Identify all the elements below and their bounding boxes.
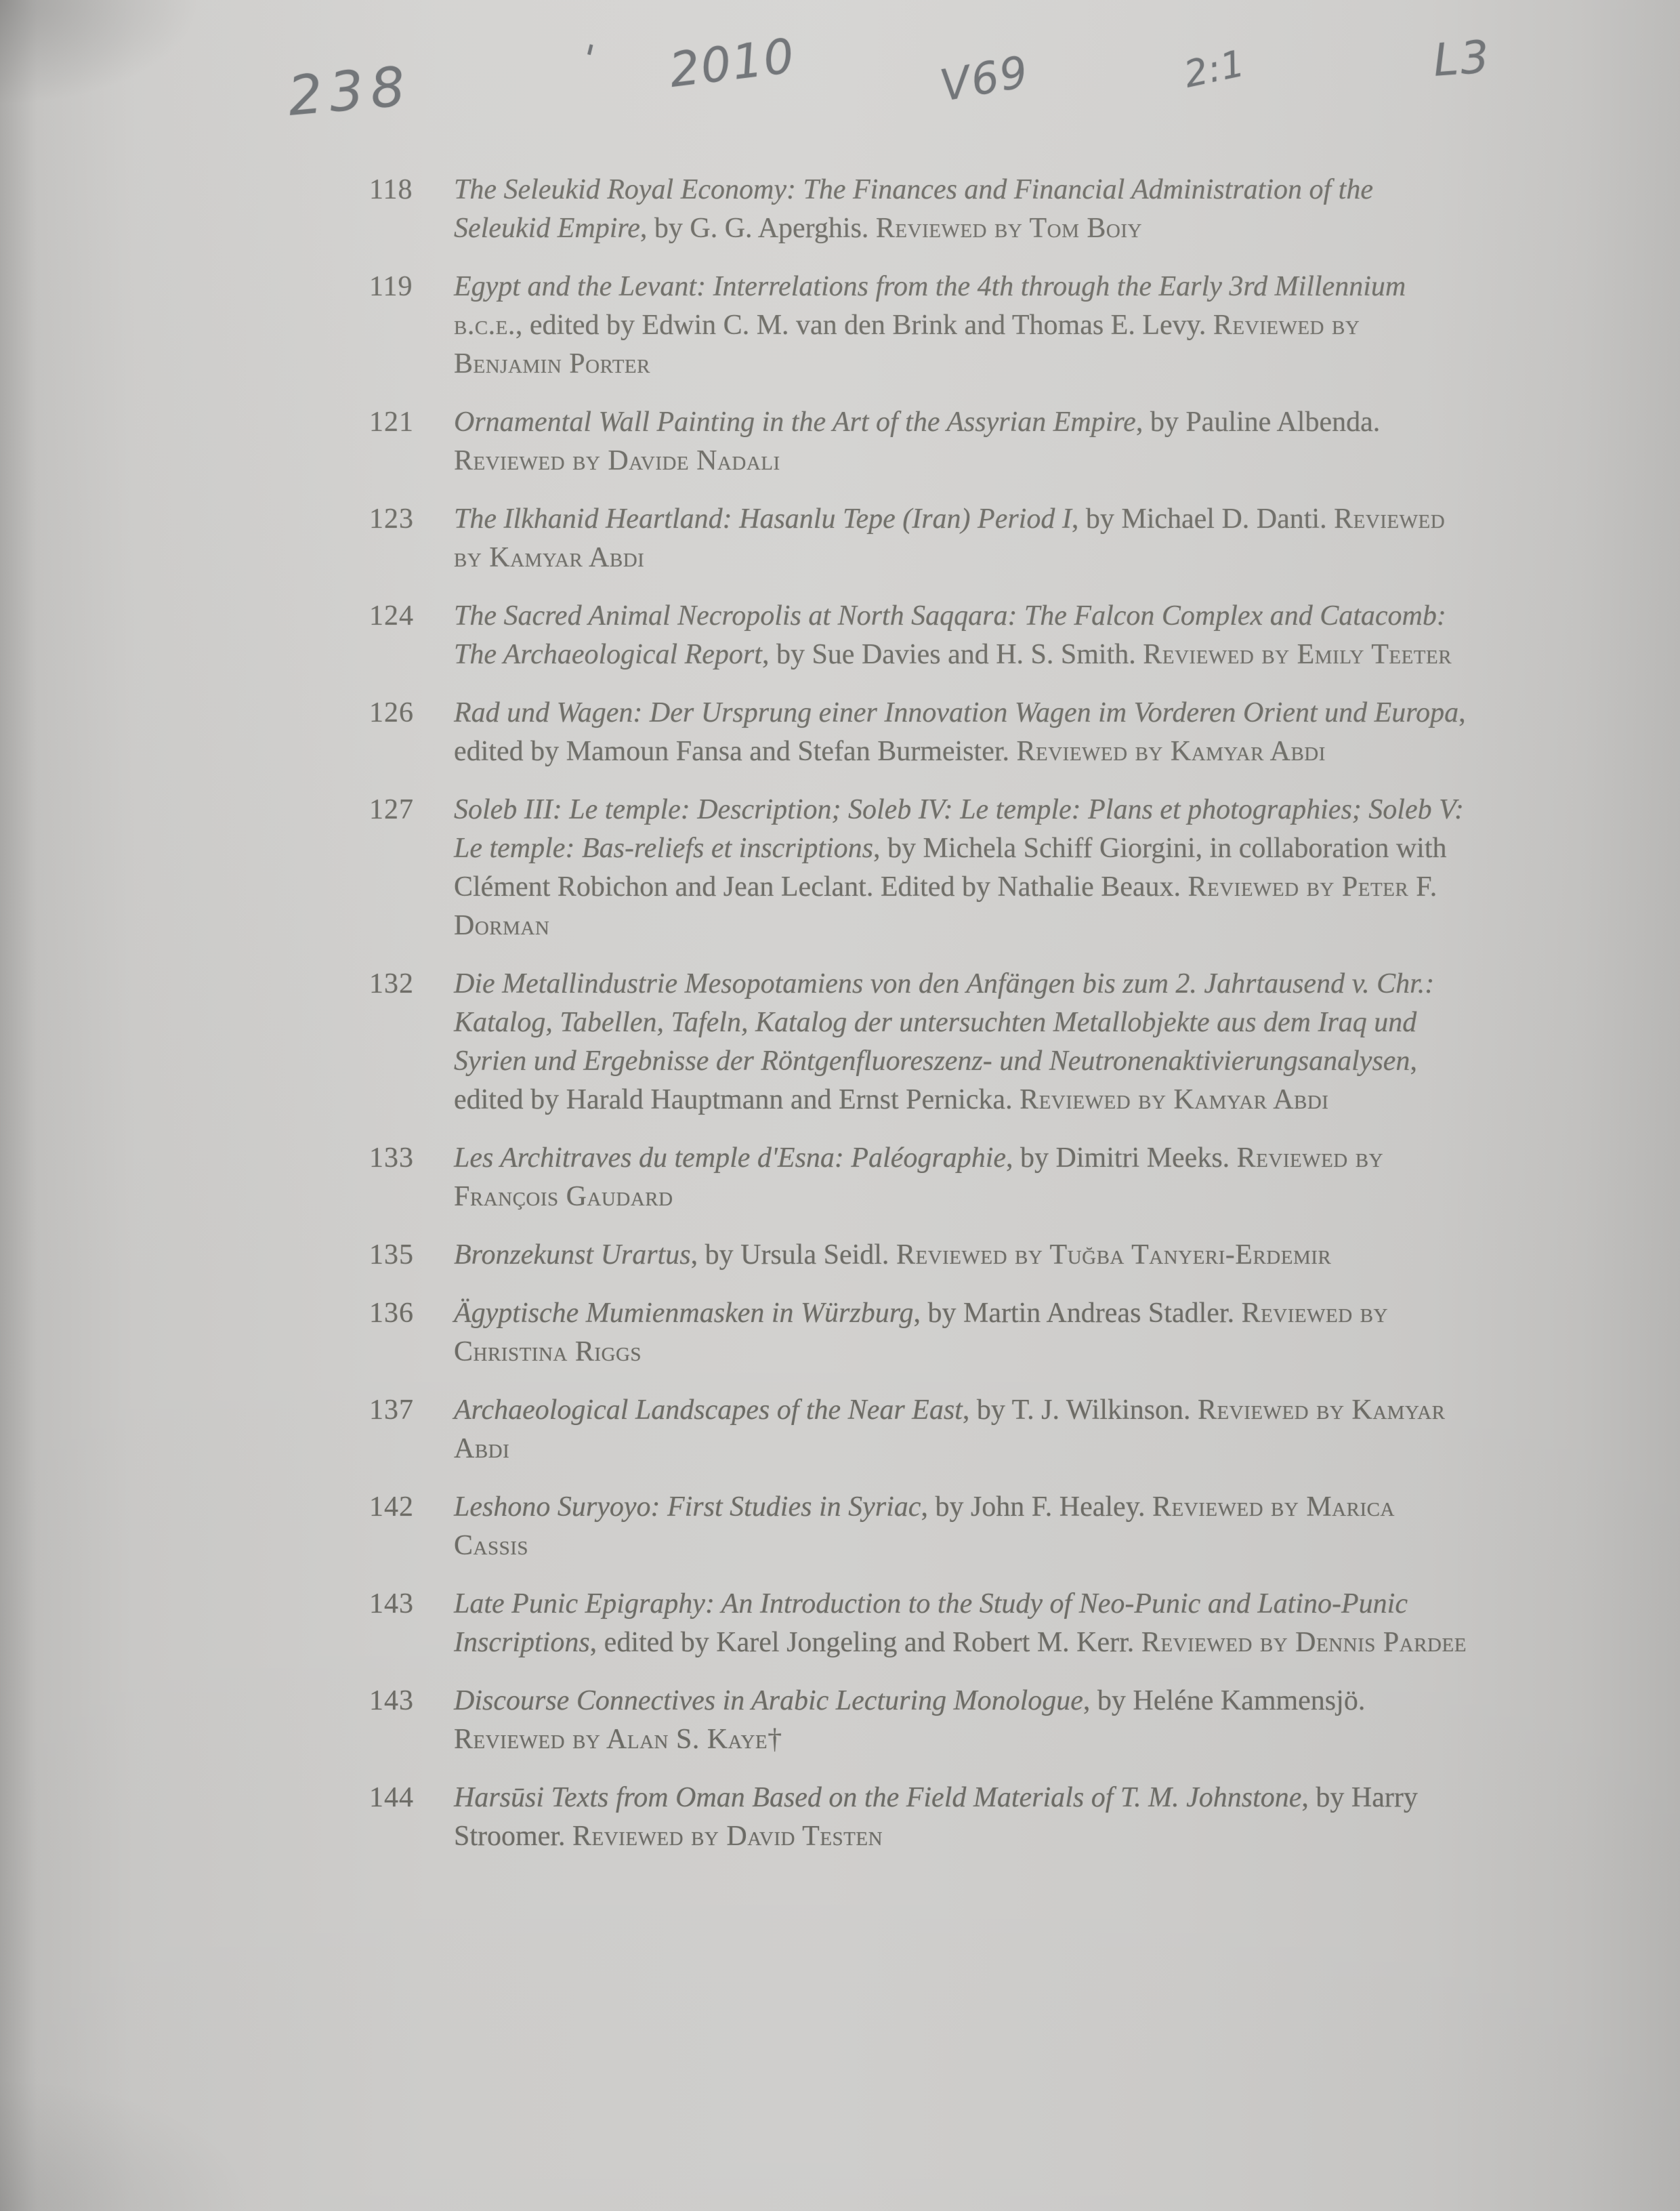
reviewer-credit: Reviewed by Kamyar Abdi — [454, 503, 1446, 573]
review-entry-row — [369, 500, 1497, 577]
entry-text — [454, 268, 1470, 384]
reviewer-credit: Reviewed by Kamyar Abdi — [454, 1394, 1446, 1464]
book-title: Egypt and the Levant: Interrelations from the 4th through the Early 3rd Millennium — [454, 271, 1406, 302]
byline-text: , by Pauline Albenda. — [1135, 407, 1381, 438]
entry-text — [454, 1682, 1470, 1759]
byline-text: , by Dimitri Meeks. — [1006, 1142, 1237, 1174]
reviewer-credit: Reviewed by Kamyar Abdi — [1016, 736, 1326, 767]
book-review-list — [369, 171, 1497, 1876]
entry-text — [454, 965, 1470, 1119]
entry-text — [454, 403, 1470, 480]
book-title: Les Architraves du temple d'Esna: Paléographie — [454, 1142, 1007, 1174]
reviewer-credit: Reviewed by Davide Nadali — [454, 445, 780, 476]
entry-text — [454, 694, 1470, 771]
era-abbreviation: b.c.e. — [454, 310, 516, 341]
review-entry-row — [369, 597, 1497, 674]
book-title: Leshono Suryoyo: First Studies in Syriac — [454, 1491, 921, 1523]
reviewer-credit: Reviewed by Alan S. Kaye† — [454, 1724, 782, 1755]
entry-page-number: 126 — [369, 697, 414, 728]
handwritten-year-note: 2010 — [666, 27, 799, 99]
review-entry-row — [369, 694, 1497, 771]
reviewer-credit: Reviewed by Tuğba Tanyeri-Erdemir — [896, 1239, 1332, 1270]
reviewer-credit: Reviewed by Christina Riggs — [454, 1298, 1388, 1367]
entry-text — [454, 1585, 1470, 1662]
review-entry-row — [369, 1488, 1497, 1565]
byline-text: , by John F. Healey. — [921, 1491, 1152, 1523]
reviewer-credit: Reviewed by Dennis Pardee — [1141, 1627, 1467, 1658]
entry-page-number: 132 — [369, 968, 414, 999]
handwritten-volume-note: V69 — [936, 47, 1033, 112]
entry-text — [454, 1236, 1470, 1275]
reviewer-credit: Reviewed by Benjamin Porter — [454, 310, 1360, 379]
entry-text — [454, 1294, 1470, 1371]
review-entry-row — [369, 1236, 1497, 1275]
reviewer-credit: Reviewed by Kamyar Abdi — [1020, 1084, 1329, 1115]
review-entry-row — [369, 1682, 1497, 1759]
handwritten-shelf-note: L3 — [1431, 30, 1493, 87]
reviewer-credit: Reviewed by François Gaudard — [454, 1142, 1384, 1212]
book-title: Discourse Connectives in Arabic Lecturing Monologue — [454, 1685, 1083, 1716]
book-title: Late Punic Epigraphy: An Introduction to the Study of Neo-Punic and Latino-Punic Inscriptions — [454, 1588, 1408, 1658]
review-entry-row — [369, 403, 1497, 480]
entry-page-number: 118 — [369, 174, 413, 205]
byline-text: , by T. J. Wilkinson. — [962, 1394, 1198, 1426]
entry-text — [454, 1391, 1470, 1468]
review-entry-row — [369, 1779, 1497, 1856]
byline-text: , edited by Mamoun Fansa and Stefan Burmeister. — [454, 697, 1466, 767]
reviewer-credit: Reviewed by Emily Teeter — [1143, 639, 1452, 670]
handwritten-tick-mark: ' — [577, 37, 599, 82]
review-entry-row — [369, 791, 1497, 945]
book-title: Archaeological Landscapes of the Near East — [454, 1394, 963, 1426]
entry-page-number: 143 — [369, 1685, 414, 1716]
byline-text: , edited by Harald Hauptmann and Ernst Pernicka. — [454, 1046, 1417, 1115]
book-title: Soleb III: Le temple: Description; Soleb IV: Le temple: Plans et photographies; Soleb V: Le temple: Bas-reliefs et inscriptions — [454, 794, 1464, 864]
byline-text: , by Michael D. Danti. — [1071, 503, 1335, 535]
entry-page-number: 123 — [369, 503, 414, 535]
review-entry-row — [369, 965, 1497, 1119]
book-title: Ägyptische Mumienmasken in Würzburg — [454, 1298, 914, 1329]
book-title: Rad und Wagen: Der Ursprung einer Innovation Wagen im Vorderen Orient und Europa — [454, 697, 1459, 728]
entry-text — [454, 791, 1470, 945]
entry-page-number: 143 — [369, 1588, 414, 1619]
entry-page-number: 124 — [369, 600, 414, 632]
review-entry-row — [369, 1294, 1497, 1371]
entry-text — [454, 500, 1470, 577]
review-entry-row — [369, 1585, 1497, 1662]
entry-page-number: 142 — [369, 1491, 414, 1523]
handwritten-page-number: 238 — [285, 54, 415, 128]
book-title: The Sacred Animal Necropolis at North Saqqara: The Falcon Complex and Catacomb: The Archaeological Report — [454, 600, 1446, 670]
byline-text: , by Harry Stroomer. — [454, 1782, 1418, 1852]
book-title: Harsūsi Texts from Oman Based on the Field Materials of T. M. Johnstone — [454, 1782, 1302, 1813]
entry-page-number: 135 — [369, 1239, 414, 1270]
reviewer-credit: Reviewed by Marica Cassis — [454, 1491, 1395, 1561]
book-title: The Ilkhanid Heartland: Hasanlu Tepe (Iran) Period I — [454, 503, 1072, 535]
byline-text: , by Michela Schiff Giorgini, in collaboration with Clément Robichon and Jean Leclant. Edited by Nathalie Beaux. — [454, 833, 1447, 903]
reviewer-credit: Reviewed by David Testen — [572, 1821, 883, 1852]
entry-text — [454, 1139, 1470, 1216]
book-title: Die Metallindustrie Mesopotamiens von den Anfängen bis zum 2. Jahrtausend v. Chr.: Katalog, Tabellen, Tafeln, Katalog der untersuchten Metallobjekte aus dem Iraq und Syrien und Ergebnisse der Röntgenfluoreszenz- und Neutronenaktivierungsanalysen — [454, 968, 1435, 1077]
entry-text — [454, 597, 1470, 674]
handwritten-mark: 2:1 — [1180, 41, 1249, 96]
byline-text: , by G. G. Aperghis. — [639, 213, 876, 244]
entry-page-number: 137 — [369, 1394, 414, 1426]
book-title: The Seleukid Royal Economy: The Finances and Financial Administration of the Seleukid Empire — [454, 174, 1373, 244]
byline-text: , by Heléne Kammensjö. — [1083, 1685, 1366, 1716]
byline-text: , edited by Karel Jongeling and Robert M. Kerr. — [589, 1627, 1141, 1658]
byline-text: , by Ursula Seidl. — [690, 1239, 896, 1270]
entry-page-number: 121 — [369, 407, 414, 438]
book-title: Bronzekunst Urartus — [454, 1239, 691, 1270]
entry-page-number: 127 — [369, 794, 414, 825]
entry-page-number: 119 — [369, 271, 413, 302]
entry-text — [454, 1488, 1470, 1565]
byline-text: , by Martin Andreas Stadler. — [913, 1298, 1242, 1329]
reviewer-credit: Reviewed by Tom Boiy — [875, 213, 1142, 244]
book-title: Ornamental Wall Painting in the Art of the Assyrian Empire — [454, 407, 1136, 438]
review-entry-row — [369, 1391, 1497, 1468]
entry-page-number: 136 — [369, 1298, 414, 1329]
review-entry-row — [369, 1139, 1497, 1216]
entry-page-number: 144 — [369, 1782, 414, 1813]
entry-text — [454, 1779, 1470, 1856]
byline-text: , by Sue Davies and H. S. Smith. — [761, 639, 1143, 670]
entry-text — [454, 171, 1470, 248]
entry-page-number: 133 — [369, 1142, 414, 1174]
reviewer-credit: Reviewed by Peter F. Dorman — [454, 871, 1437, 941]
review-entry-row — [369, 268, 1497, 384]
review-entry-row — [369, 171, 1497, 248]
byline-text: , edited by Edwin C. M. van den Brink and Thomas E. Levy. — [515, 310, 1213, 341]
